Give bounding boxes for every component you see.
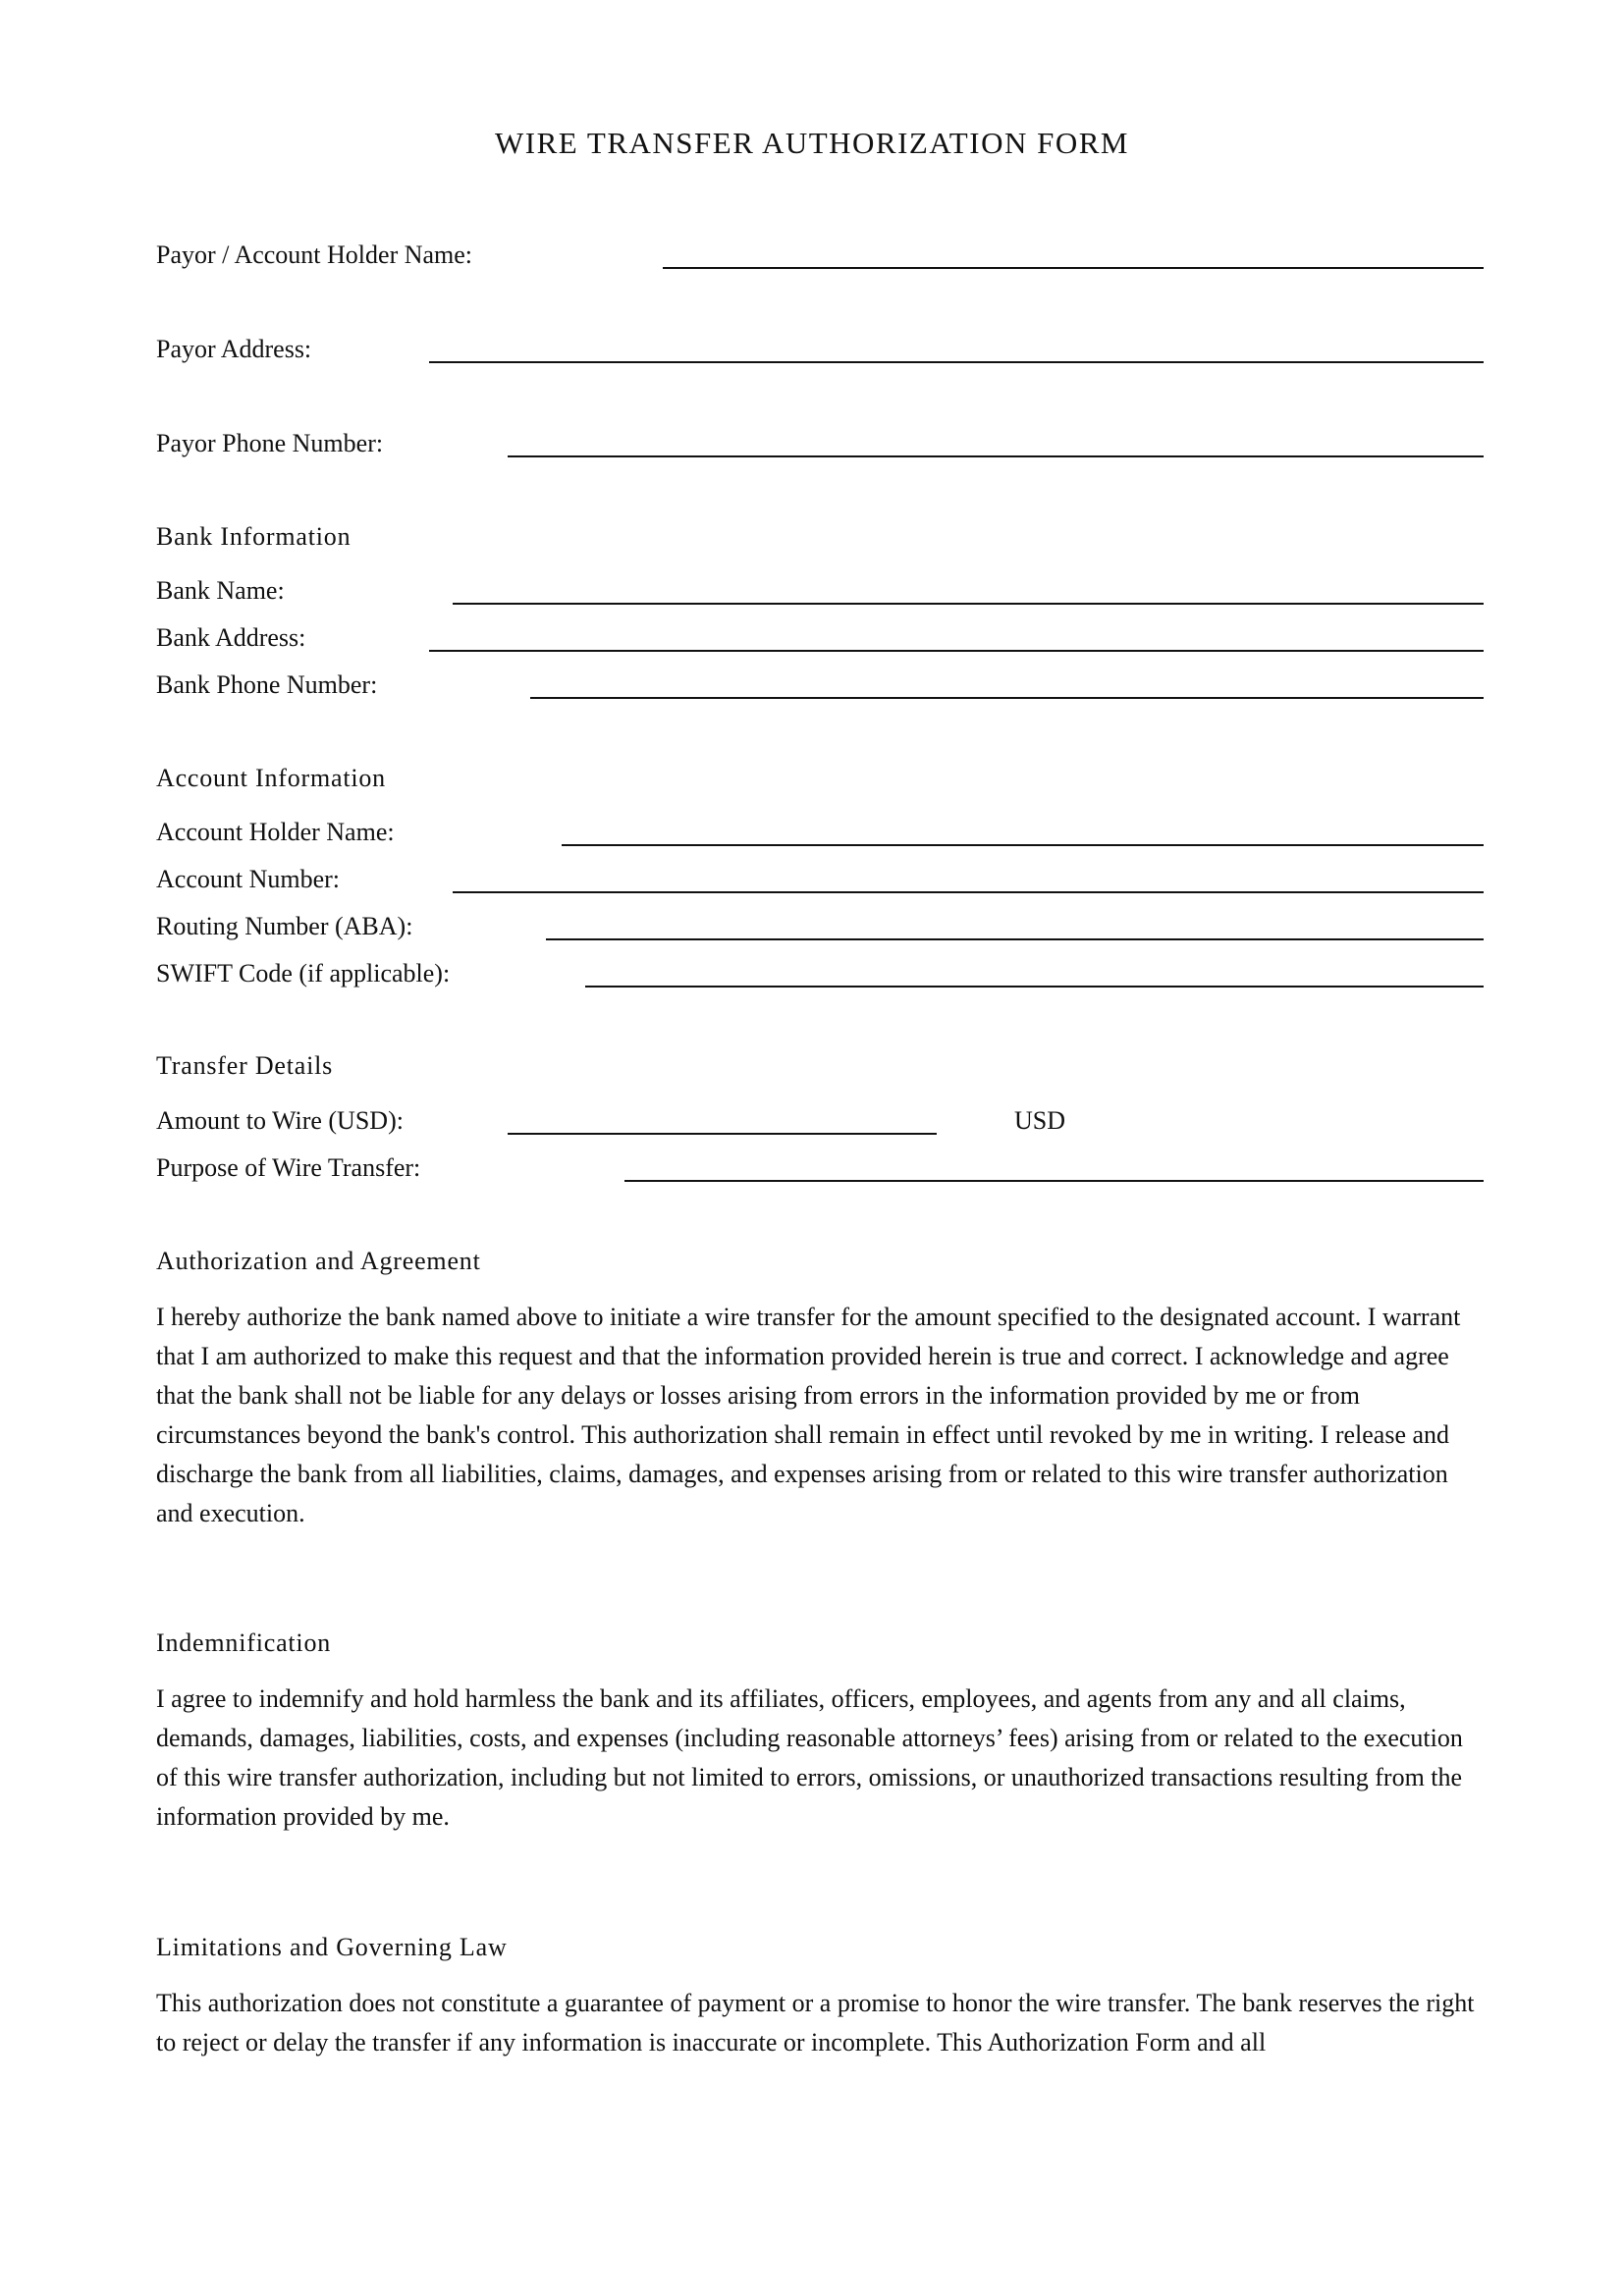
payor-name-row [156,234,1484,277]
payor-name-field[interactable] [663,267,1484,269]
amount-label: Amount to Wire (USD): [156,1106,404,1135]
purpose-field[interactable] [624,1180,1484,1182]
account-information-heading: Account Information [156,764,386,792]
indemnification-text: I agree to indemnify and hold harmless the bank and its affiliates, officers, employees, and agents from any and all claims, demands, damages, liabilities, costs, and expenses (including reasonable attorneys’ fees) arising from or related to the execution of this wire transfer authorization, including but not limited to errors, omissions, or unauthorized transactions resulting from the information provided by me. [156,1684,1463,1831]
bank-address-field[interactable] [429,650,1484,652]
bank-name-field[interactable] [453,603,1484,605]
payor-phone-field[interactable] [508,455,1484,457]
swift-code-field[interactable] [585,986,1484,988]
routing-number-field[interactable] [546,938,1484,940]
bank-phone-row [156,664,1484,707]
purpose-row [156,1147,1484,1190]
authorization-heading: Authorization and Agreement [156,1247,481,1275]
bank-phone-label: Bank Phone Number: [156,670,378,699]
account-holder-label: Account Holder Name: [156,818,395,846]
account-holder-field[interactable] [562,844,1484,846]
limitations-text: This authorization does not constitute a guarantee of payment or a promise to honor the wire transfer. The bank reserves the right to reject or delay the transfer if any information is inaccurate or incomplete. This Authorization Form and all [156,1989,1475,2056]
payor-address-row [156,328,1484,371]
indemnification-heading: Indemnification [156,1629,332,1657]
bank-name-row [156,569,1484,613]
payor-address-label: Payor Address: [156,335,312,363]
transfer-details-heading: Transfer Details [156,1051,334,1080]
payor-phone-label: Payor Phone Number: [156,429,384,457]
routing-number-label: Routing Number (ABA): [156,912,413,940]
account-number-field[interactable] [453,891,1484,893]
authorization-text: I hereby authorize the bank named above to initiate a wire transfer for the amount specified to the designated account. I warrant that I am authorized to make this request and that the information provided herein is true and correct. I acknowledge and agree that the bank shall not be liable for any delays or losses arising from errors in the information provided by me or from circumstances beyond the bank's control. This authorization shall remain in effect until revoked by me in writing. I release and discharge the bank from all liabilities, claims, damages, and expenses arising from or related to this wire transfer authorization and execution. [156,1303,1461,1527]
amount-row [156,1099,1484,1143]
page-title: WIRE TRANSFER AUTHORIZATION FORM [495,126,1129,160]
swift-code-row [156,952,1484,995]
purpose-label: Purpose of Wire Transfer: [156,1153,421,1182]
account-number-row [156,858,1484,901]
swift-code-label: SWIFT Code (if applicable): [156,959,451,988]
bank-address-row [156,616,1484,660]
routing-number-row [156,905,1484,948]
account-number-label: Account Number: [156,865,341,893]
bank-information-heading: Bank Information [156,522,352,551]
limitations-heading: Limitations and Governing Law [156,1933,508,1961]
payor-name-label: Payor / Account Holder Name: [156,240,473,269]
account-holder-row [156,811,1484,854]
payor-phone-row [156,422,1484,465]
bank-address-label: Bank Address: [156,623,306,652]
bank-phone-field[interactable] [530,697,1484,699]
amount-field[interactable] [508,1133,937,1135]
payor-address-field[interactable] [429,361,1484,363]
amount-currency-label: USD [1014,1106,1066,1135]
bank-name-label: Bank Name: [156,576,285,605]
